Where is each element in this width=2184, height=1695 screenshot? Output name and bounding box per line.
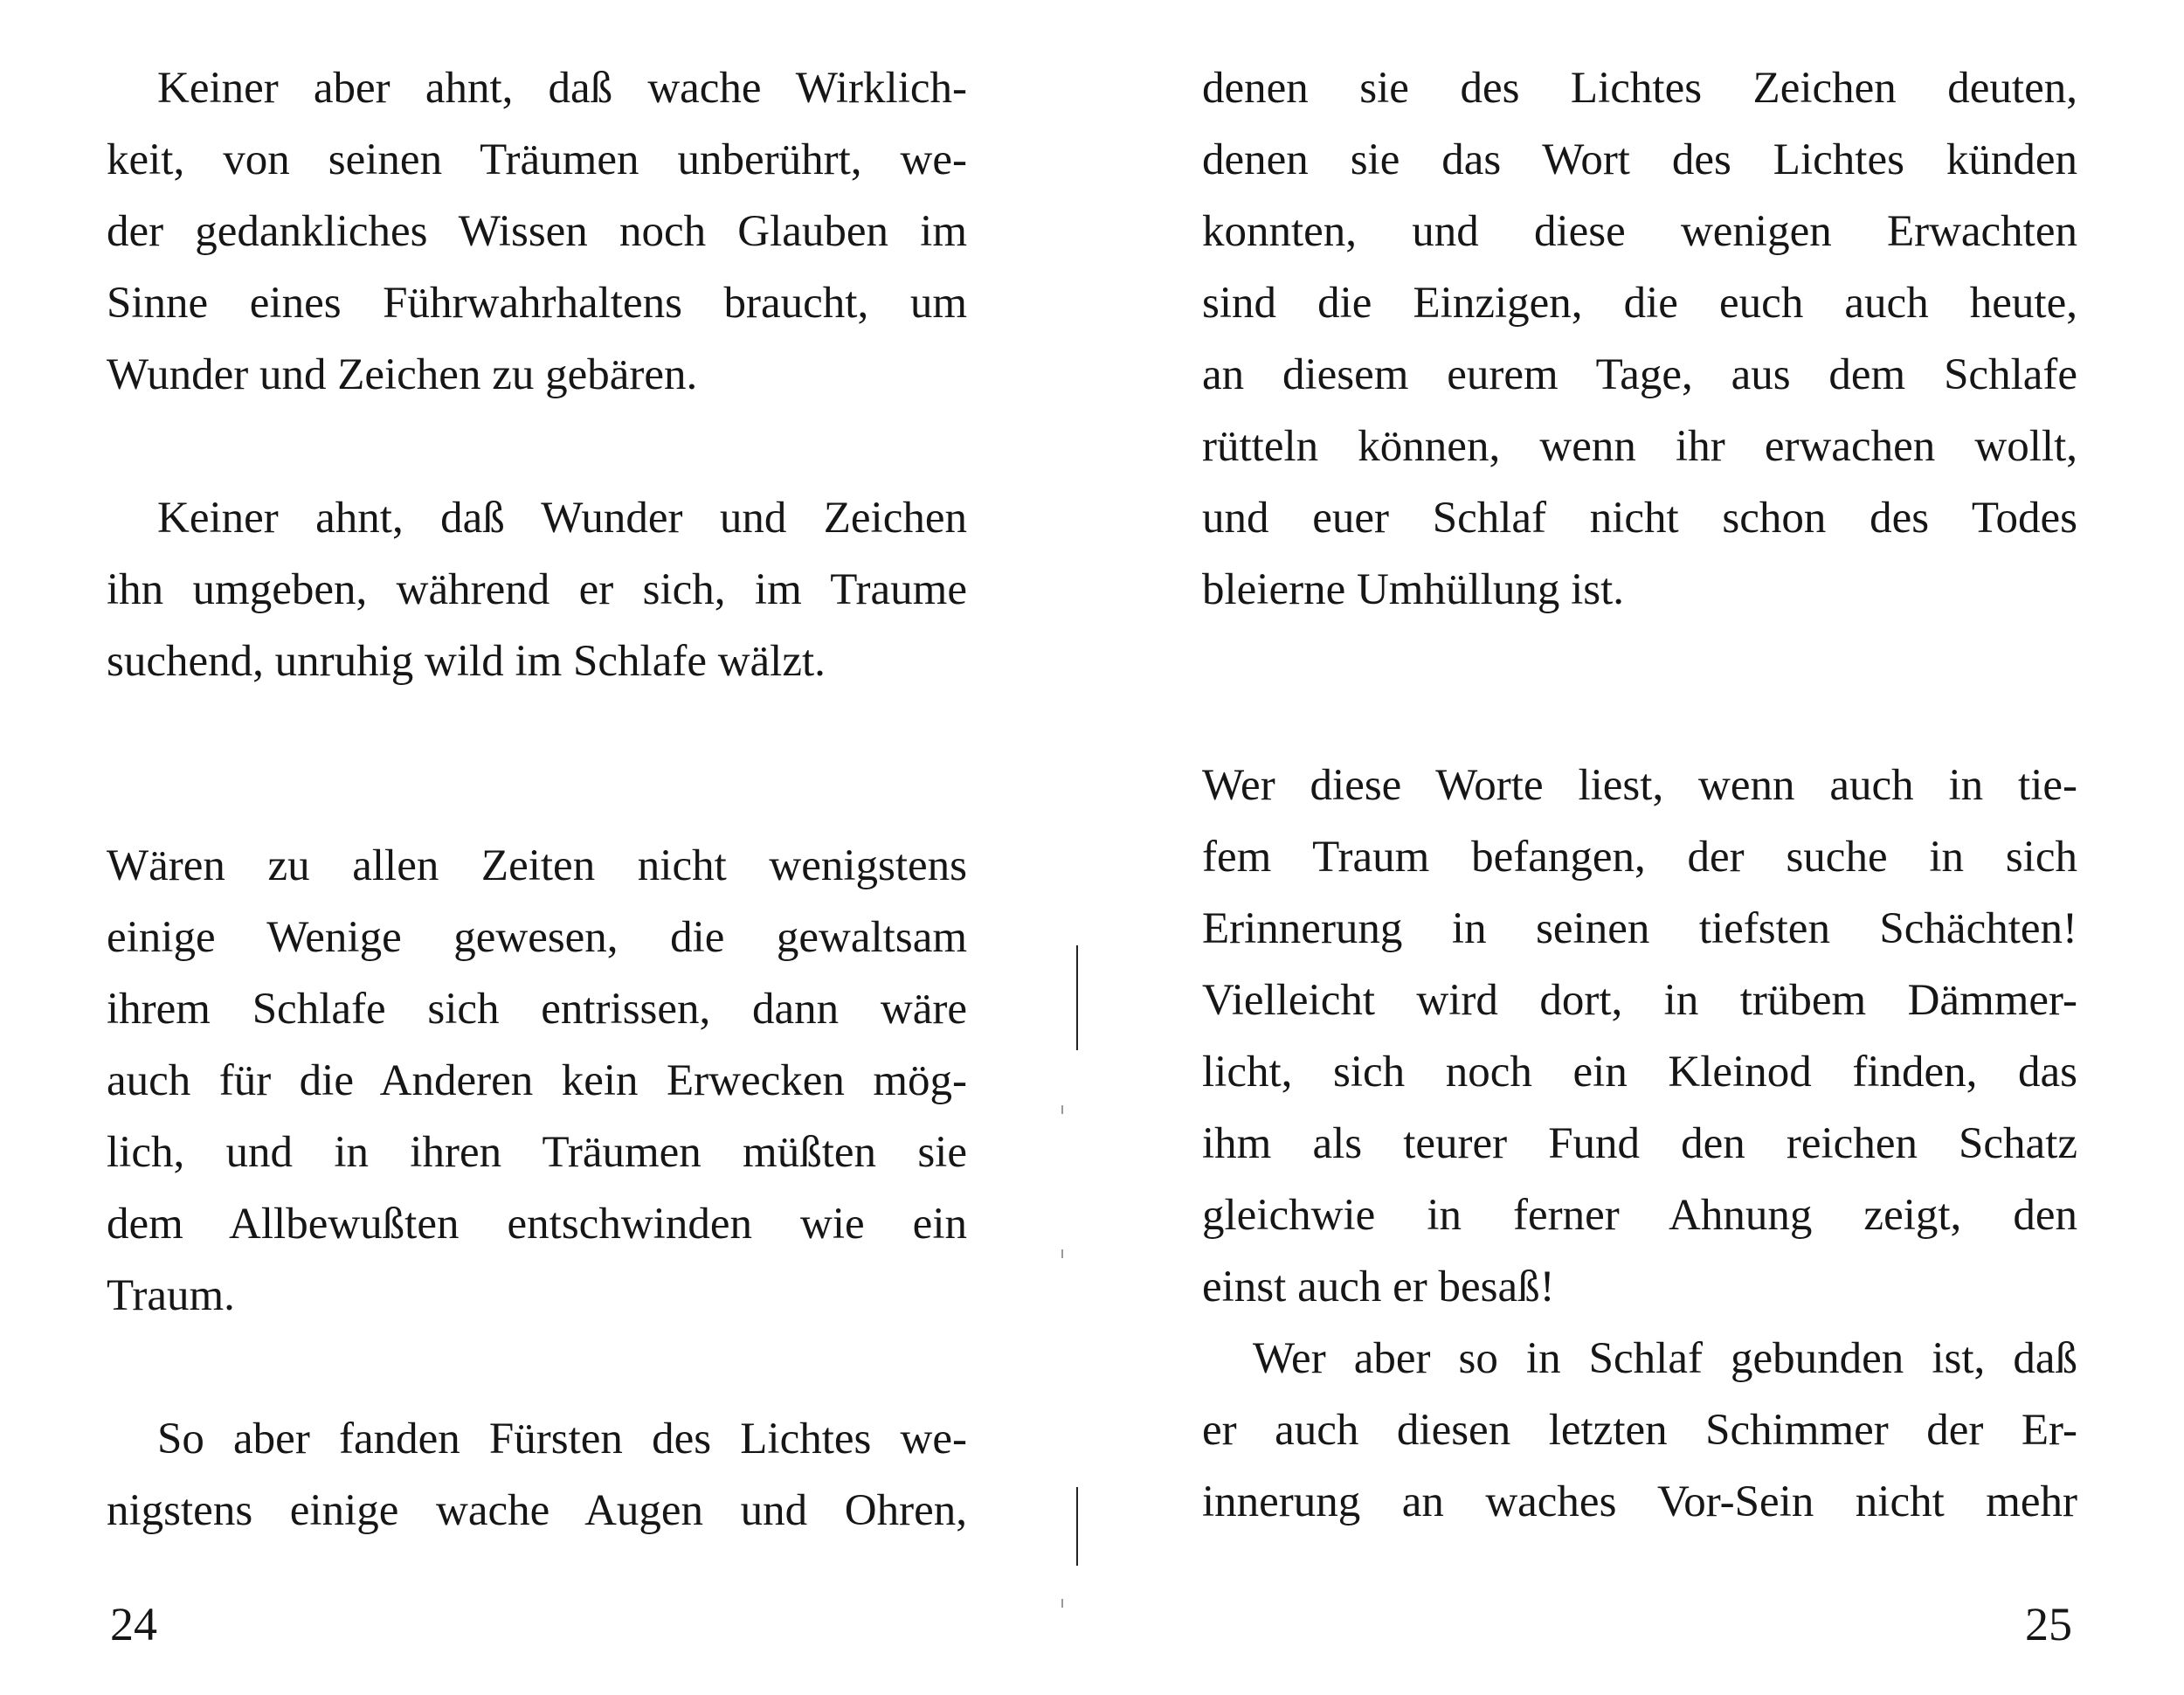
page-number: 24	[110, 1598, 157, 1650]
gutter-mark	[1076, 945, 1078, 1050]
text-line: rütteln können, wenn ihr erwachen wollt,	[1202, 422, 2077, 471]
text-line: suchend, unruhig wild im Schlafe wälzt.	[107, 637, 826, 686]
text-line: ihm als teurer Fund den reichen Schatz	[1202, 1119, 2077, 1168]
paragraph	[107, 52, 967, 411]
paragraph	[107, 830, 967, 1332]
text-line: Wer diese Worte liest, wenn auch in tie-	[1202, 761, 2077, 810]
text-line: gleichwie in ferner Ahnung zeigt, den	[1202, 1191, 2077, 1240]
text-line: Wunder und Zeichen zu gebären.	[107, 350, 698, 399]
text-line: an diesem eurem Tage, aus dem Schlafe	[1202, 350, 2077, 399]
text-line: lich, und in ihren Träumen müßten sie	[107, 1128, 967, 1177]
text-line: nigstens einige wache Augen und Ohren,	[107, 1486, 967, 1535]
gutter-mark	[1076, 1487, 1078, 1566]
page-number: 25	[2025, 1598, 2072, 1650]
paragraph	[107, 1403, 967, 1546]
text-line: denen sie des Lichtes Zeichen deuten,	[1202, 64, 2077, 113]
right-page	[1092, 0, 2184, 1695]
text-line: dem Allbewußten entschwinden wie ein	[107, 1200, 967, 1249]
text-line: auch für die Anderen kein Erwecken mög-	[107, 1056, 967, 1105]
text-line: Wären zu allen Zeiten nicht wenigstens	[107, 841, 967, 890]
paragraph	[1202, 52, 2077, 626]
text-line: bleierne Umhüllung ist.	[1202, 565, 1625, 614]
paragraph	[107, 482, 967, 697]
text-line: fem Traum befangen, der suche in sich	[1202, 833, 2077, 882]
text-line: licht, sich noch ein Kleinod finden, das	[1202, 1048, 2077, 1097]
text-line: der gedankliches Wissen noch Glauben im	[107, 207, 967, 256]
text-line: Wer aber so in Schlaf gebunden ist, daß	[1253, 1334, 2077, 1383]
gutter-mark	[1061, 1105, 1063, 1114]
text-line: einst auch er besaß!	[1202, 1263, 1555, 1311]
text-line: ihn umgeben, während er sich, im Traume	[107, 565, 967, 614]
gutter-mark	[1061, 1249, 1063, 1258]
text-line: konnten, und diese wenigen Erwachten	[1202, 207, 2077, 256]
text-line: innerung an waches Vor-Sein nicht mehr	[1202, 1477, 2077, 1526]
text-line: einige Wenige gewesen, die gewaltsam	[107, 913, 967, 962]
text-line: Traum.	[107, 1271, 235, 1320]
text-line: Keiner ahnt, daß Wunder und Zeichen	[157, 494, 967, 543]
left-text-column	[107, 52, 967, 1546]
text-line: Erinnerung in seinen tiefsten Schächten!	[1202, 904, 2077, 953]
text-line: Sinne eines Führwahrhaltens braucht, um	[107, 279, 967, 328]
text-line: Vielleicht wird dort, in trübem Dämmer-	[1202, 976, 2077, 1025]
paragraph	[1202, 750, 2077, 1323]
text-line: denen sie das Wort des Lichtes künden	[1202, 135, 2077, 184]
paragraph	[1202, 1323, 2077, 1538]
text-line: Keiner aber ahnt, daß wache Wirklich-	[157, 64, 967, 113]
gutter-mark	[1061, 1599, 1063, 1608]
text-line: und euer Schlaf nicht schon des Todes	[1202, 494, 2077, 543]
text-line: ihrem Schlafe sich entrissen, dann wäre	[107, 985, 967, 1034]
text-line: sind die Einzigen, die euch auch heute,	[1202, 279, 2077, 328]
text-line: er auch diesen letzten Schimmer der Er-	[1202, 1406, 2077, 1455]
right-text-column	[1202, 52, 2077, 1538]
text-line: keit, von seinen Träumen unberührt, we-	[107, 135, 967, 184]
text-line: So aber fanden Fürsten des Lichtes we-	[157, 1415, 967, 1463]
